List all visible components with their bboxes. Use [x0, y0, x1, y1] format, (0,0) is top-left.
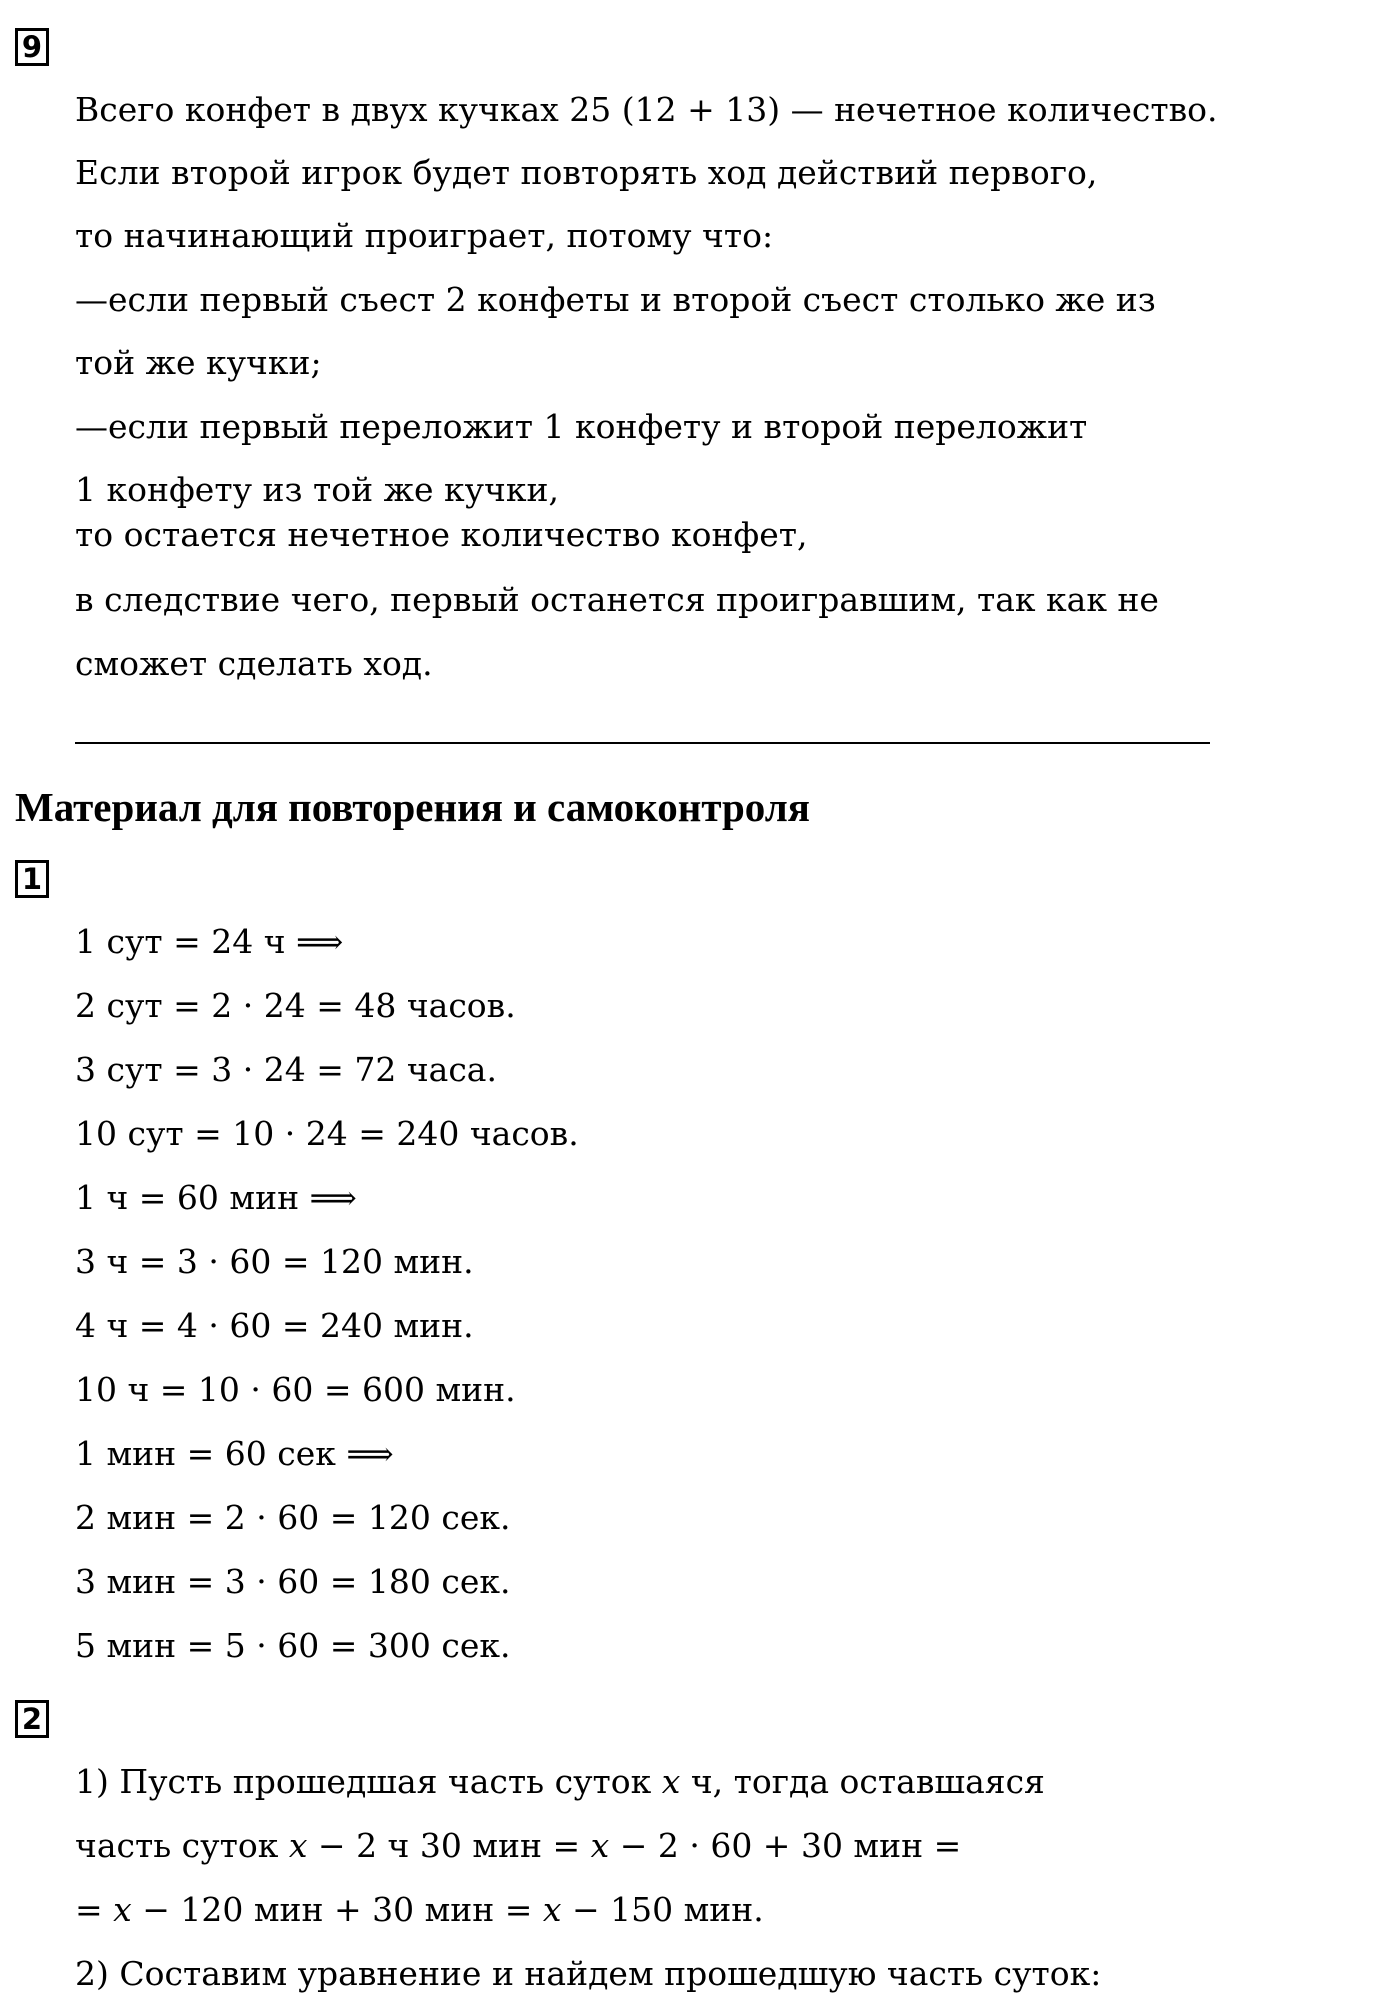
problem-number-box: 1 — [15, 860, 49, 898]
text-line: —если первый съест 2 конфеты и второй съест столько же из — [75, 280, 1156, 319]
text-line: 2 сут = 2 · 24 = 48 часов. — [75, 986, 516, 1025]
text-line: 1 сут = 24 ч ⟹ — [75, 922, 344, 961]
text-line: 2 мин = 2 · 60 = 120 сек. — [75, 1498, 511, 1537]
section-heading: Материал для повторения и самоконтроля — [15, 784, 810, 830]
text-line: то начинающий проиграет, потому что: — [75, 216, 774, 255]
problem-number-box: 2 — [15, 1700, 49, 1738]
text-line: —если первый переложит 1 конфету и второй переложит — [75, 407, 1088, 446]
text-line: Всего конфет в двух кучках 25 (12 + 13) — нечетное количество. — [75, 90, 1218, 129]
text-line: 1 ч = 60 мин ⟹ — [75, 1178, 357, 1217]
text-line: 1 мин = 60 сек ⟹ — [75, 1434, 394, 1473]
text-line: 5 мин = 5 · 60 = 300 сек. — [75, 1626, 511, 1665]
text-line: сможет сделать ход. — [75, 644, 433, 683]
text-line: 3 сут = 3 · 24 = 72 часа. — [75, 1050, 497, 1089]
text-line: 3 мин = 3 · 60 = 180 сек. — [75, 1562, 511, 1601]
text-line: Если второй игрок будет повторять ход действий первого, — [75, 153, 1098, 192]
text-line: той же кучки; — [75, 343, 322, 382]
text-line: то остается нечетное количество конфет, — [75, 515, 808, 554]
text-line: часть суток 𝑥 − 2 ч 30 мин = 𝑥 − 2 · 60 + 30 мин = — [75, 1826, 962, 1865]
text-line: 10 сут = 10 · 24 = 240 часов. — [75, 1114, 579, 1153]
problem-number-box: 9 — [15, 28, 49, 66]
text-line: = 𝑥 − 120 мин + 30 мин = 𝑥 − 150 мин. — [75, 1890, 764, 1929]
text-line: в следствие чего, первый останется проигравшим, так как не — [75, 580, 1159, 619]
text-line: 2) Составим уравнение и найдем прошедшую часть суток: — [75, 1954, 1102, 1993]
text-line: 1) Пусть прошедшая часть суток 𝑥 ч, тогда оставшаяся — [75, 1762, 1045, 1801]
text-line: 3 ч = 3 · 60 = 120 мин. — [75, 1242, 474, 1281]
text-line: 10 ч = 10 · 60 = 600 мин. — [75, 1370, 516, 1409]
text-line: 4 ч = 4 · 60 = 240 мин. — [75, 1306, 474, 1345]
text-line: 1 конфету из той же кучки, — [75, 470, 559, 509]
divider-rule — [75, 742, 1210, 744]
